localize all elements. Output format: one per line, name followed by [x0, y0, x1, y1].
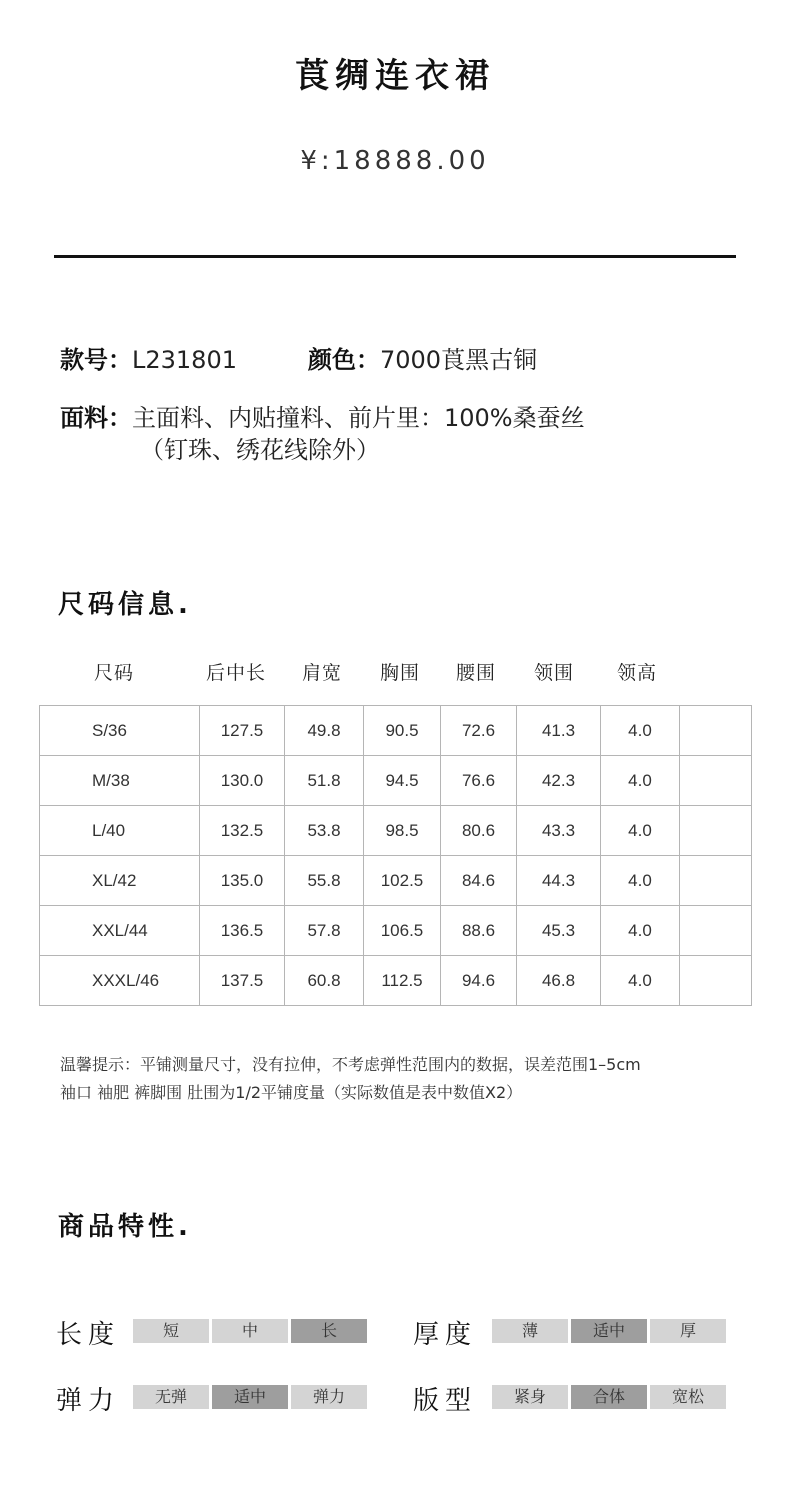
size-table	[39, 705, 752, 1006]
features-section-title: 商品特性.	[58, 1212, 192, 1242]
length-option-long: 长	[291, 1319, 367, 1343]
size-tip-line-2: 袖口 袖肥 裤脚围 肚围为1/2平铺度量（实际数值是表中数值X2）	[60, 1083, 523, 1102]
fit-scale	[492, 1385, 726, 1409]
table-cell: 130.0	[200, 756, 285, 806]
fabric-value: 主面料、内贴撞料、前片里：100%桑蚕丝	[132, 404, 585, 432]
table-cell: 106.5	[364, 906, 441, 956]
table-cell: 102.5	[364, 856, 441, 906]
table-cell: 4.0	[601, 856, 680, 906]
table-cell	[680, 956, 752, 1006]
table-cell	[680, 706, 752, 756]
table-cell: 45.3	[517, 906, 601, 956]
table-cell	[680, 856, 752, 906]
style-number-value: L231801	[132, 346, 237, 374]
elasticity-label: 弹力	[56, 1386, 121, 1416]
size-tip-line-1: 温馨提示：平铺测量尺寸，没有拉伸，不考虑弹性范围内的数据，误差范围1–5cm	[60, 1055, 641, 1074]
table-cell: 51.8	[285, 756, 364, 806]
thickness-option-thick: 厚	[650, 1319, 726, 1343]
table-cell	[680, 806, 752, 856]
table-cell: 53.8	[285, 806, 364, 856]
table-cell: 42.3	[517, 756, 601, 806]
color-row	[308, 340, 537, 375]
table-cell: 57.8	[285, 906, 364, 956]
table-cell: 135.0	[200, 856, 285, 906]
table-cell: M/38	[40, 756, 200, 806]
table-cell: 43.3	[517, 806, 601, 856]
length-option-short: 短	[133, 1319, 209, 1343]
table-cell: 4.0	[601, 906, 680, 956]
table-cell: 76.6	[441, 756, 517, 806]
table-cell: XXL/44	[40, 906, 200, 956]
table-cell: 46.8	[517, 956, 601, 1006]
product-price: ¥:18888.00	[300, 146, 490, 176]
table-cell: 4.0	[601, 756, 680, 806]
table-cell: 112.5	[364, 956, 441, 1006]
thickness-option-thin: 薄	[492, 1319, 568, 1343]
elasticity-option-stretch: 弹力	[291, 1385, 367, 1409]
fit-label: 版型	[413, 1386, 478, 1416]
elasticity-scale	[133, 1385, 367, 1409]
fabric-label: 面料：	[60, 404, 132, 432]
table-cell: 137.5	[200, 956, 285, 1006]
table-cell: 55.8	[285, 856, 364, 906]
table-row	[40, 956, 752, 1006]
header-divider	[54, 255, 736, 258]
table-cell: 90.5	[364, 706, 441, 756]
table-cell: 72.6	[441, 706, 517, 756]
table-cell: 132.5	[200, 806, 285, 856]
table-cell: S/36	[40, 706, 200, 756]
table-cell: XXXL/46	[40, 956, 200, 1006]
table-cell: 44.3	[517, 856, 601, 906]
column-header-bust: 胸围	[380, 662, 421, 684]
table-cell: 127.5	[200, 706, 285, 756]
thickness-option-medium: 适中	[571, 1319, 647, 1343]
table-row	[40, 856, 752, 906]
style-number-label: 款号：	[60, 346, 132, 374]
column-header-neck: 领围	[534, 662, 575, 684]
color-value: 7000莨黑古铜	[380, 346, 538, 374]
thickness-label: 厚度	[413, 1320, 478, 1350]
column-header-back-length: 后中长	[206, 662, 267, 684]
size-section-title: 尺码信息.	[58, 590, 192, 620]
table-cell: 41.3	[517, 706, 601, 756]
table-cell: 88.6	[441, 906, 517, 956]
table-cell: 84.6	[441, 856, 517, 906]
table-cell: XL/42	[40, 856, 200, 906]
fit-option-tight: 紧身	[492, 1385, 568, 1409]
table-cell: 94.5	[364, 756, 441, 806]
thickness-scale	[492, 1319, 726, 1343]
table-cell: 98.5	[364, 806, 441, 856]
table-cell: 80.6	[441, 806, 517, 856]
table-cell: 4.0	[601, 706, 680, 756]
table-row	[40, 756, 752, 806]
table-cell: L/40	[40, 806, 200, 856]
column-header-waist: 腰围	[456, 662, 497, 684]
table-row	[40, 906, 752, 956]
fit-option-loose: 宽松	[650, 1385, 726, 1409]
length-option-medium: 中	[212, 1319, 288, 1343]
table-cell	[680, 906, 752, 956]
table-cell: 49.8	[285, 706, 364, 756]
fit-option-regular: 合体	[571, 1385, 647, 1409]
elasticity-option-none: 无弹	[133, 1385, 209, 1409]
elasticity-option-medium: 适中	[212, 1385, 288, 1409]
column-header-size: 尺码	[94, 662, 135, 684]
table-cell: 60.8	[285, 956, 364, 1006]
table-cell: 4.0	[601, 806, 680, 856]
table-cell: 94.6	[441, 956, 517, 1006]
column-header-shoulder: 肩宽	[302, 662, 343, 684]
fabric-note: （钉珠、绣花线除外）	[140, 436, 380, 464]
product-title: 莨绸连衣裙	[295, 56, 495, 96]
style-number-row	[60, 340, 237, 375]
fabric-row	[60, 398, 585, 433]
table-cell	[680, 756, 752, 806]
table-cell: 136.5	[200, 906, 285, 956]
column-header-collar-height: 领高	[617, 662, 658, 684]
length-label: 长度	[56, 1320, 121, 1350]
length-scale	[133, 1319, 367, 1343]
table-row	[40, 706, 752, 756]
table-row	[40, 806, 752, 856]
color-label: 颜色：	[308, 346, 380, 374]
table-cell: 4.0	[601, 956, 680, 1006]
